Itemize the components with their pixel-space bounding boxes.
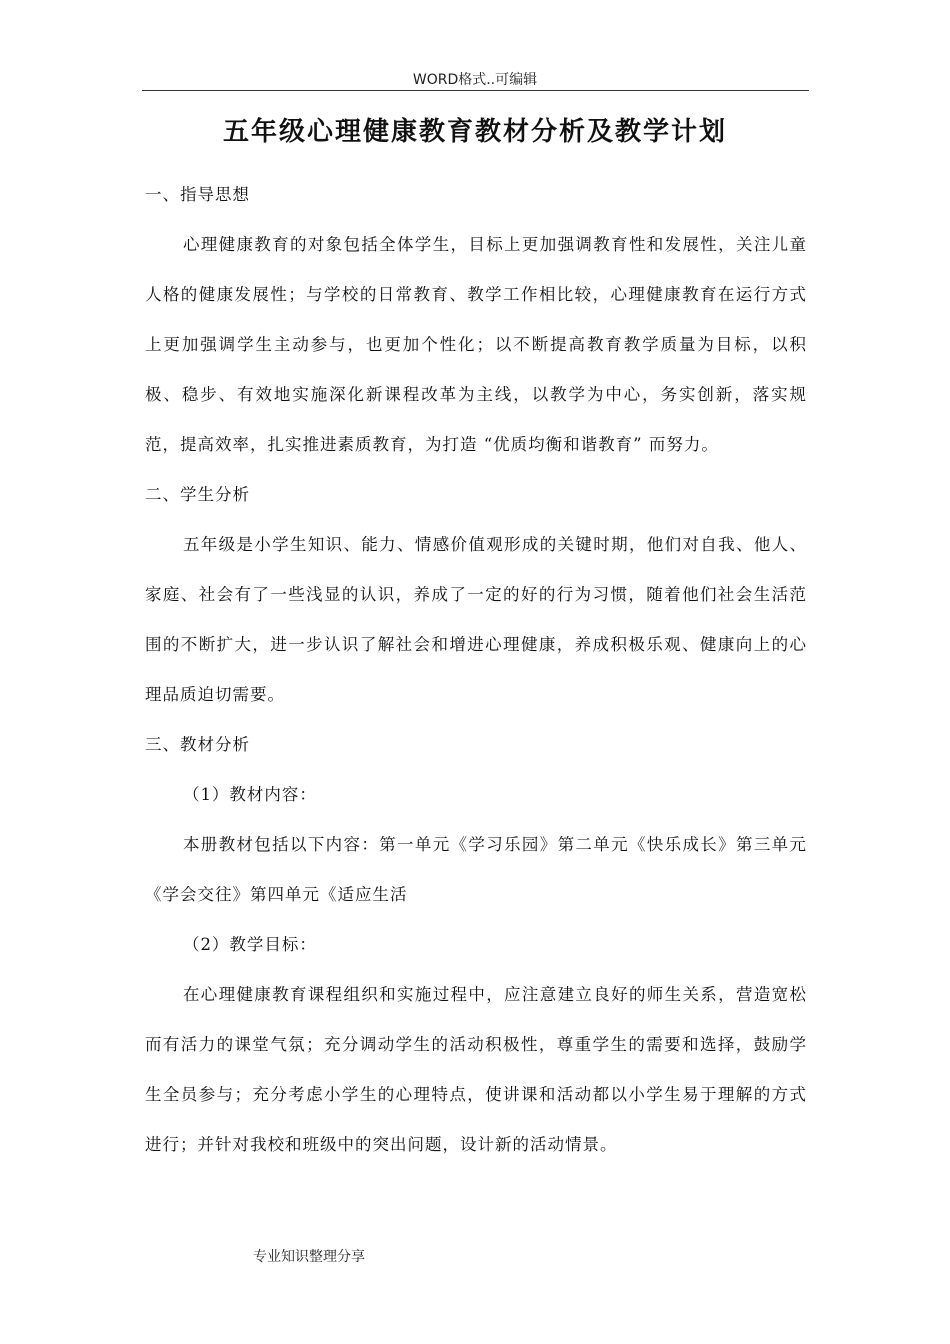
section-heading-guiding-ideology: 一、指导思想 [145,185,250,204]
paragraph-textbook-content: 本册教材包括以下内容：第一单元《学习乐园》第二单元《快乐成长》第三单元《学会交往》第四单元《适应生活 [145,835,807,904]
document-title: 五年级心理健康教育教材分析及教学计划 [222,117,727,147]
subheading-textbook-content: （1）教材内容： [182,785,317,804]
document-body [145,170,807,1170]
header-divider [142,90,809,91]
section-heading-student-analysis: 二、学生分析 [145,485,250,504]
paragraph-guiding-ideology: 心理健康教育的对象包括全体学生，目标上更加强调教育性和发展性，关注儿童人格的健康发展性；与学校的日常教育、教学工作相比较，心理健康教育在运行方式上更加强调学生主动参与，也更加个性化；以不断提高教育教学质量为目标，以积极、稳步、有效地实施深化新课程改革为主线，以教学为中心，务实创新，落实规范，提高效率，扎实推进素质教育，为打造 “优质均衡和谐教育” 而努力。 [145,235,807,454]
section-heading-textbook-analysis: 三、教材分析 [145,735,250,754]
subheading-teaching-goals: （2）教学目标： [182,935,317,954]
page-header: WORD格式..可编辑 [412,72,538,88]
paragraph-teaching-goals: 在心理健康教育课程组织和实施过程中，应注意建立良好的师生关系，营造宽松而有活力的课堂气氛；充分调动学生的活动积极性，尊重学生的需要和选择，鼓励学生全员参与；充分考虑小学生的心理特点，使讲课和活动都以小学生易于理解的方式进行；并针对我校和班级中的突出问题，设计新的活动情景。 [145,985,807,1154]
page-footer: 专业知识整理分享 [253,1249,365,1265]
paragraph-student-analysis: 五年级是小学生知识、能力、情感价值观形成的关键时期，他们对自我、他人、家庭、社会有了一些浅显的认识，养成了一定的好的行为习惯，随着他们社会生活范围的不断扩大，进一步认识了解社会和增进心理健康，养成积极乐观、健康向上的心理品质迫切需要。 [145,535,807,704]
